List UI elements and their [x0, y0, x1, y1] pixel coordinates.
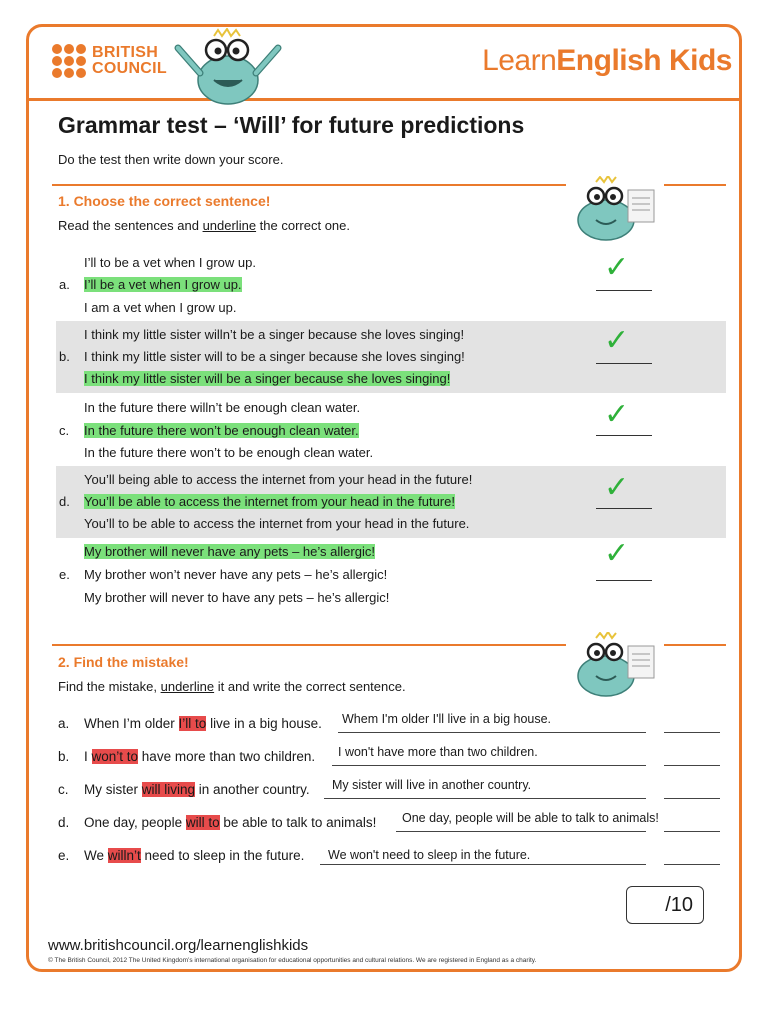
footer-copyright: © The British Council, 2012 The United Kingdom’s international organisation for educational opportunities and cultural relations. We are registered in England as a charity.: [48, 957, 537, 964]
section2-rule: [52, 644, 566, 646]
answer-blank[interactable]: [596, 435, 652, 436]
section1-rule: [52, 184, 566, 186]
list-item: b. I won’t to have more than two children. I won't have more than two children.: [58, 749, 728, 775]
section1-title: 1. Choose the correct sentence!: [58, 193, 271, 209]
mistake-highlight[interactable]: won’t to: [91, 749, 139, 764]
answer-text[interactable]: We won't need to sleep in the future.: [328, 848, 531, 862]
option[interactable]: I think my little sister will to be a singer because she loves singing!: [84, 349, 465, 364]
option[interactable]: I think my little sister willn’t be a singer because she loves singing!: [84, 327, 465, 342]
list-item: c. In the future there willn’t be enough clean water. In the future there won’t be enough clean water. In the future there won’t to be enough clean water. ✓: [56, 395, 726, 465]
answer-text[interactable]: One day, people will be able to talk to animals!: [402, 811, 659, 825]
score-blank[interactable]: [664, 716, 720, 733]
intro-text: Do the test then write down your score.: [58, 152, 284, 167]
option[interactable]: I am a vet when I grow up.: [84, 300, 237, 315]
option[interactable]: My brother won’t never have any pets – he’s allergic!: [84, 567, 388, 582]
council-line1: BRITISH: [92, 44, 159, 61]
learnenglish-kids-logo: LearnEnglish Kids: [482, 44, 732, 77]
footer-url[interactable]: www.britishcouncil.org/learnenglishkids: [48, 937, 309, 954]
score-blank[interactable]: [664, 749, 720, 766]
option-correct[interactable]: My brother will never have any pets – he’s allergic!: [84, 544, 375, 559]
tick-icon: ✓: [604, 250, 630, 285]
option[interactable]: You’ll to be able to access the internet from your head in the future.: [84, 516, 470, 531]
score-blank[interactable]: [664, 782, 720, 799]
option[interactable]: My brother will never to have any pets – he’s allergic!: [84, 590, 390, 605]
list-item: a. When I’m older I’ll to live in a big house. Whem I'm older I'll live in a big house.: [58, 716, 728, 742]
section1-rule-right: [664, 184, 726, 186]
mistake-highlight[interactable]: will living: [141, 782, 196, 797]
answer-blank[interactable]: [596, 290, 652, 291]
answer-blank[interactable]: [596, 580, 652, 581]
mistake-highlight[interactable]: willn’t: [107, 848, 141, 863]
option[interactable]: In the future there won’t to be enough clean water.: [84, 445, 374, 460]
tick-icon: ✓: [604, 397, 630, 432]
score-blank[interactable]: [664, 815, 720, 832]
british-council-logo: [52, 44, 167, 78]
monster-reading-icon: [566, 176, 662, 244]
monster-reading-icon: [566, 632, 662, 700]
section2-rule-right: [664, 644, 726, 646]
section2-instruction: Find the mistake, underline it and write the correct sentence.: [58, 679, 406, 694]
section2-title: 2. Find the mistake!: [58, 654, 189, 670]
answer-text[interactable]: I won't have more than two children.: [338, 745, 538, 759]
tick-icon: ✓: [604, 536, 630, 571]
council-line2: COUNCIL: [92, 60, 167, 77]
tick-icon: ✓: [604, 323, 630, 358]
header-rule: [26, 98, 742, 101]
british-council-dots-icon: [52, 44, 86, 78]
section1-instruction: Read the sentences and underline the correct one.: [58, 218, 351, 233]
list-item: d. One day, people will to be able to talk to animals! One day, people will be able to talk to animals!: [58, 815, 728, 841]
tick-icon: ✓: [604, 470, 630, 505]
score-box[interactable]: /10: [626, 886, 704, 924]
monster-mascot-icon: [172, 28, 284, 108]
answer-blank[interactable]: [596, 508, 652, 509]
list-item: e. My brother will never have any pets – he’s allergic! My brother won’t never have any pets – he’s allergic! My brother will never to have any pets – he’s allergic! ✓: [56, 540, 726, 610]
list-item: a. I’ll to be a vet when I grow up. I’ll be a vet when I grow up. I am a vet when I grow up. ✓: [56, 250, 726, 320]
list-item: c. My sister will living in another country. My sister will live in another country.: [58, 782, 728, 808]
list-item: b. I think my little sister willn’t be a singer because she loves singing! I think my little sister will to be a singer because she loves singing! I think my little sister will be a singer because she loves singing! ✓: [56, 321, 726, 393]
list-item: e. We willn’t need to sleep in the future. We won't need to sleep in the future.: [58, 848, 728, 874]
option[interactable]: I’ll to be a vet when I grow up.: [84, 255, 256, 270]
mistake-highlight[interactable]: will to: [185, 815, 220, 830]
answer-text[interactable]: Whem I'm older I'll live in a big house.: [342, 712, 552, 726]
score-blank[interactable]: [664, 848, 720, 865]
option-correct[interactable]: You’ll be able to access the internet from your head in the future!: [84, 494, 455, 509]
mistake-highlight[interactable]: I’ll to: [178, 716, 207, 731]
answer-blank[interactable]: [596, 363, 652, 364]
page-title: Grammar test – ‘Will’ for future predictions: [58, 112, 525, 138]
option[interactable]: In the future there willn’t be enough clean water.: [84, 400, 361, 415]
option-correct[interactable]: I think my little sister will be a singer because she loves singing!: [84, 371, 451, 386]
option[interactable]: You’ll being able to access the internet from your head in the future!: [84, 472, 473, 487]
answer-text[interactable]: My sister will live in another country.: [332, 778, 532, 792]
option-correct[interactable]: I’ll be a vet when I grow up.: [84, 277, 242, 292]
option-correct[interactable]: In the future there won’t be enough clean water.: [84, 423, 359, 438]
list-item: d. You’ll being able to access the internet from your head in the future! You’ll be able to access the internet from your head in the future! You’ll to be able to access the internet from your head in the future. ✓: [56, 466, 726, 538]
